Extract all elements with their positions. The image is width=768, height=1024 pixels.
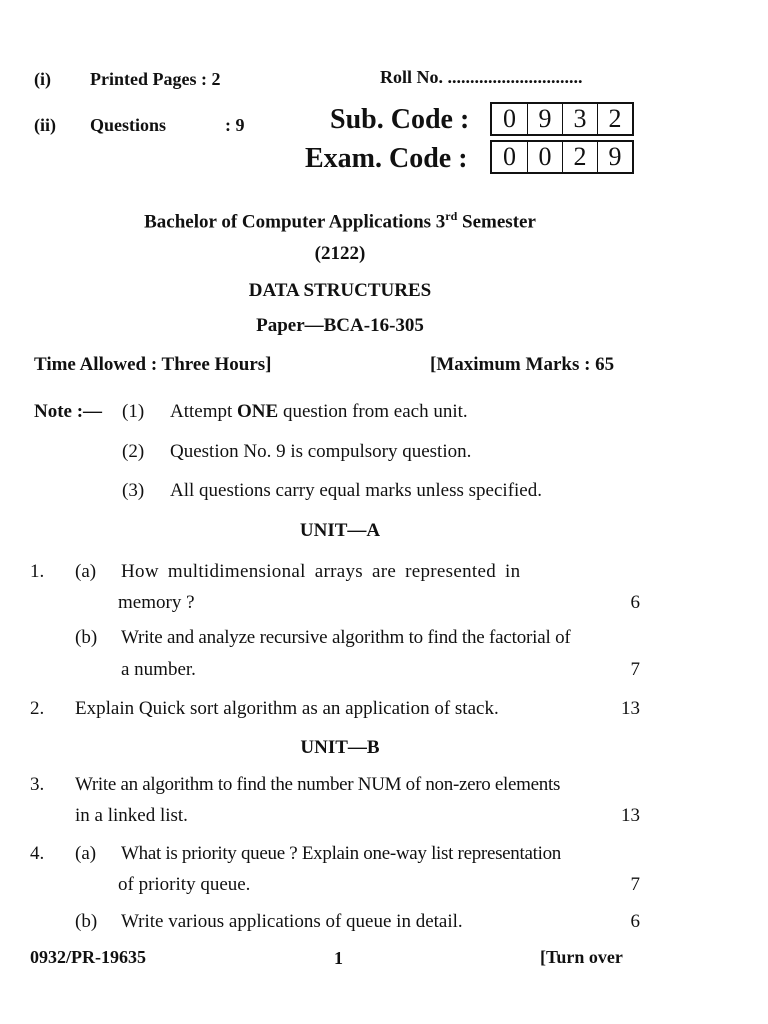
program-superscript: rd: [445, 209, 458, 223]
time-allowed: Time Allowed : Three Hours]: [34, 354, 272, 375]
exam-code-boxes: [490, 140, 634, 174]
program-semester: Semester: [457, 211, 536, 233]
exam-code-digit: 0: [503, 142, 516, 171]
note-item-text: All questions carry equal marks unless specified.: [170, 480, 542, 501]
question-text: a number.: [121, 659, 196, 680]
roll-number-field: Roll No. ..............................: [380, 67, 583, 87]
question-number: 1.: [30, 561, 45, 582]
exam-code-digit: 2: [562, 142, 597, 172]
page-number: 1: [334, 948, 343, 968]
question-marks: 7: [630, 874, 640, 895]
subquestion-label: (a): [75, 561, 97, 582]
questions-label: Questions: [90, 115, 167, 135]
sub-code-label: Sub. Code :: [330, 104, 470, 135]
exam-code-digit: 9: [597, 142, 632, 172]
note-item-text: Question No. 9 is compulsory question.: [170, 441, 472, 462]
note-label: Note :—: [34, 401, 103, 422]
sub-code-digit: 2: [597, 104, 632, 134]
subquestion-label: (a): [75, 843, 97, 864]
unit-b-heading: UNIT—B: [300, 737, 380, 758]
subquestion-label: (b): [75, 911, 98, 932]
question-text: Write and analyze recursive algorithm to find the factorial of: [121, 627, 571, 648]
unit-a-heading: UNIT—A: [299, 520, 381, 541]
turn-over-label: [Turn over: [540, 947, 623, 967]
question-marks: 7: [630, 659, 640, 680]
sub-code-boxes: [490, 102, 634, 136]
program-name: Bachelor of Computer Applications 3: [144, 211, 446, 233]
printed-pages-number: (i): [34, 69, 51, 89]
paper-code: Paper—BCA-16-305: [256, 315, 424, 336]
note-item-text: Attempt ONE question from each unit.: [170, 401, 468, 422]
exam-year: (2122): [314, 243, 366, 264]
question-text: How multidimensional arrays are represented in: [121, 561, 521, 582]
exam-code-label: Exam. Code :: [305, 143, 468, 174]
sub-code-digit: 0: [503, 104, 516, 133]
question-text: Write various applications of queue in detail.: [121, 911, 463, 932]
question-text: memory ?: [118, 592, 195, 613]
questions-number: (ii): [34, 115, 56, 135]
printed-pages-label: Printed Pages : 2: [90, 69, 221, 89]
note-item-number: (3): [122, 480, 145, 501]
subject-title: DATA STRUCTURES: [248, 280, 432, 301]
paper-reference-code: 0932/PR-19635: [30, 947, 146, 967]
exam-code-digit: 0: [527, 142, 562, 172]
question-text: in a linked list.: [75, 805, 188, 826]
maximum-marks: [Maximum Marks : 65: [430, 354, 615, 375]
program-title: [0, 209, 680, 233]
question-marks: 6: [630, 592, 640, 613]
question-text: Write an algorithm to find the number NUM of non-zero elements: [75, 774, 561, 795]
note-item-number: (2): [122, 441, 145, 462]
question-number: 4.: [30, 843, 45, 864]
question-marks: 13: [621, 698, 640, 719]
question-number: 3.: [30, 774, 45, 795]
question-text: What is priority queue ? Explain one-way list representation: [121, 843, 561, 864]
question-marks: 13: [621, 805, 640, 826]
question-text: of priority queue.: [118, 874, 251, 895]
sub-code-digit: 9: [527, 104, 562, 134]
question-text: Explain Quick sort algorithm as an application of stack.: [75, 698, 499, 719]
questions-value: : 9: [225, 115, 245, 135]
note-item-number: (1): [122, 401, 145, 422]
question-number: 2.: [30, 698, 45, 719]
subquestion-label: (b): [75, 627, 98, 648]
question-marks: 6: [630, 911, 640, 932]
sub-code-digit: 3: [562, 104, 597, 134]
